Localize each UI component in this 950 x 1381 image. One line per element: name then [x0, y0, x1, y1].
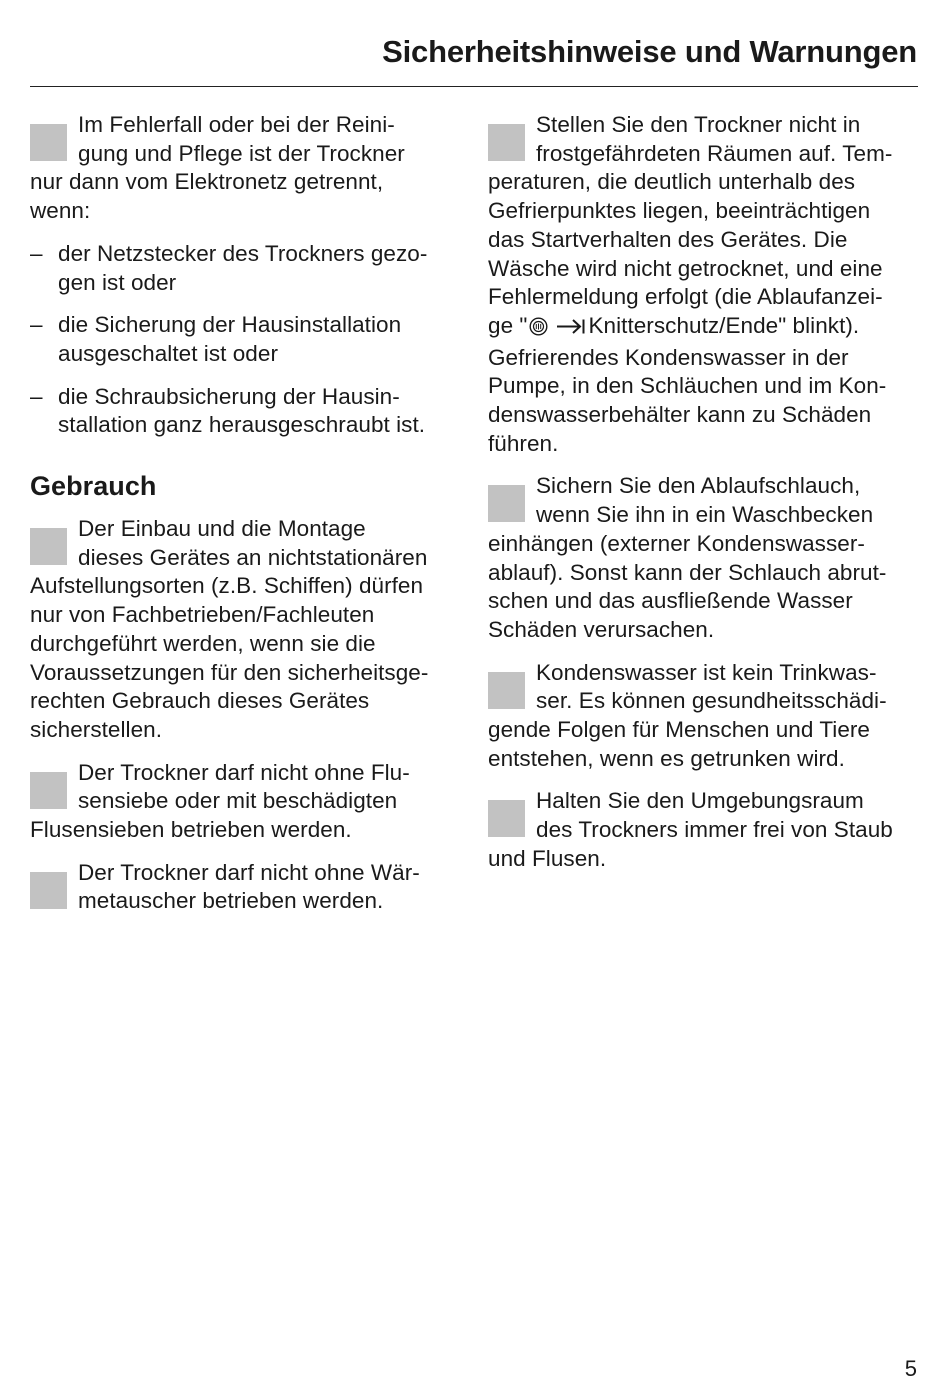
text-line: gen ist oder [58, 269, 177, 295]
dash-bullet: – [30, 240, 43, 266]
text-line: durchgeführt werden, wenn sie die [30, 630, 376, 656]
text-line: die Sicherung der Hausinstallation [58, 312, 402, 338]
text-line: nur dann vom Elektronetz getrennt, [30, 169, 384, 195]
page-title: Sicherheitshinweise und Warnungen [382, 34, 917, 69]
text-line: Fehlermeldung erfolgt (die Ablaufanzei- [488, 284, 883, 310]
text-line: Der Trockner darf nicht ohne Flu- [78, 759, 410, 785]
warning-paragraph [30, 859, 462, 916]
warning-paragraph [488, 111, 918, 458]
text-line: ser. Es können gesundheitsschädi- [536, 688, 887, 714]
warning-square-icon [30, 528, 67, 565]
text-line: einhängen (externer Kondenswasser- [488, 530, 865, 556]
text-line: Aufstellungsorten (z.B. Schiffen) dürfen [30, 573, 424, 599]
text-line: führen. [488, 430, 559, 456]
text-line: stallation ganz herausgeschraubt ist. [58, 412, 426, 438]
dash-bullet: – [30, 383, 43, 409]
text-line: wenn Sie ihn in ein Waschbecken [536, 502, 874, 528]
text-line: Pumpe, in den Schläuchen und im Kon- [488, 373, 887, 399]
text-line: das Startverhalten des Gerätes. Die [488, 226, 848, 252]
text-line: gende Folgen für Menschen und Tiere [488, 717, 870, 743]
text-line: Im Fehlerfall oder bei der Reini- [78, 112, 395, 137]
text-line: ablauf). Sonst kann der Schlauch abrut- [488, 559, 887, 585]
text-line: Flusensieben betrieben werden. [30, 817, 352, 843]
warning-paragraph [488, 787, 918, 873]
text-line: wenn: [30, 198, 91, 224]
text-line: dieses Gerätes an nichtstationären [78, 544, 428, 570]
text-line: Schäden verursachen. [488, 616, 715, 642]
header-divider [30, 86, 918, 87]
text-line: denswasserbehälter kann zu Schäden [488, 402, 872, 428]
text-line: sensiebe oder mit beschädigten [78, 788, 398, 814]
warning-square-icon [30, 124, 67, 161]
list-item [30, 311, 462, 368]
warning-paragraph [488, 659, 918, 774]
text-line: Wäsche wird nicht getrocknet, und eine [488, 255, 883, 281]
text-line: peraturen, die deutlich unterhalb des [488, 169, 856, 195]
text-line: entstehen, wenn es getrunken wird. [488, 745, 845, 771]
warning-paragraph [30, 759, 462, 845]
warning-square-icon [488, 485, 525, 522]
text-line: Stellen Sie den Trockner nicht in [536, 112, 861, 137]
warning-square-icon [30, 872, 67, 909]
warning-square-icon [488, 124, 525, 161]
text-line: Voraussetzungen für den sicherheitsge- [30, 659, 429, 685]
list-item [30, 383, 462, 440]
text-line: des Trockners immer frei von Staub [536, 817, 893, 843]
text-line: die Schraubsicherung der Hausin- [58, 383, 400, 409]
text-line: sicherstellen. [30, 716, 163, 742]
text-fragment: Knitterschutz/Ende" blinkt). [588, 312, 860, 338]
warning-paragraph [30, 515, 462, 745]
warning-square-icon [488, 672, 525, 709]
text-line: der Netzstecker des Trockners gezo- [58, 240, 428, 266]
text-line: Gefrierpunktes liegen, beeinträchtigen [488, 198, 871, 224]
warning-paragraph [488, 472, 918, 644]
text-line: frostgefährdeten Räumen auf. Tem- [536, 140, 893, 166]
warning-square-icon [488, 800, 525, 837]
text-line: nur von Fachbetrieben/Fachleuten [30, 602, 375, 628]
text-line: metauscher betrieben werden. [78, 888, 384, 914]
text-line: ausgeschaltet ist oder [58, 340, 278, 366]
text-line: Der Einbau und die Montage [78, 516, 366, 542]
warning-paragraph [30, 111, 462, 226]
list-item [30, 240, 462, 297]
section-heading: Gebrauch [30, 471, 157, 502]
text-line: Kondenswasser ist kein Trinkwas- [536, 659, 877, 685]
page-number: 5 [904, 1356, 917, 1381]
text-line: gung und Pflege ist der Trockner [78, 140, 405, 166]
warning-square-icon [30, 772, 67, 809]
arrow-to-end-icon [556, 315, 586, 344]
text-line: rechten Gebrauch dieses Gerätes [30, 688, 370, 714]
drum-icon [529, 315, 548, 344]
text-line: Halten Sie den Umgebungsraum [536, 788, 864, 814]
text-line-with-icons [488, 312, 918, 344]
text-line: und Flusen. [488, 845, 607, 871]
text-line: Der Trockner darf nicht ohne Wär- [78, 859, 420, 885]
text-fragment: ge " [488, 312, 528, 338]
text-line: Sichern Sie den Ablaufschlauch, [536, 473, 861, 499]
dash-bullet: – [30, 312, 43, 338]
left-column [30, 111, 462, 916]
text-line: schen und das ausfließende Wasser [488, 588, 853, 614]
right-column [488, 111, 918, 874]
text-line: Gefrierendes Kondenswasser in der [488, 344, 849, 370]
